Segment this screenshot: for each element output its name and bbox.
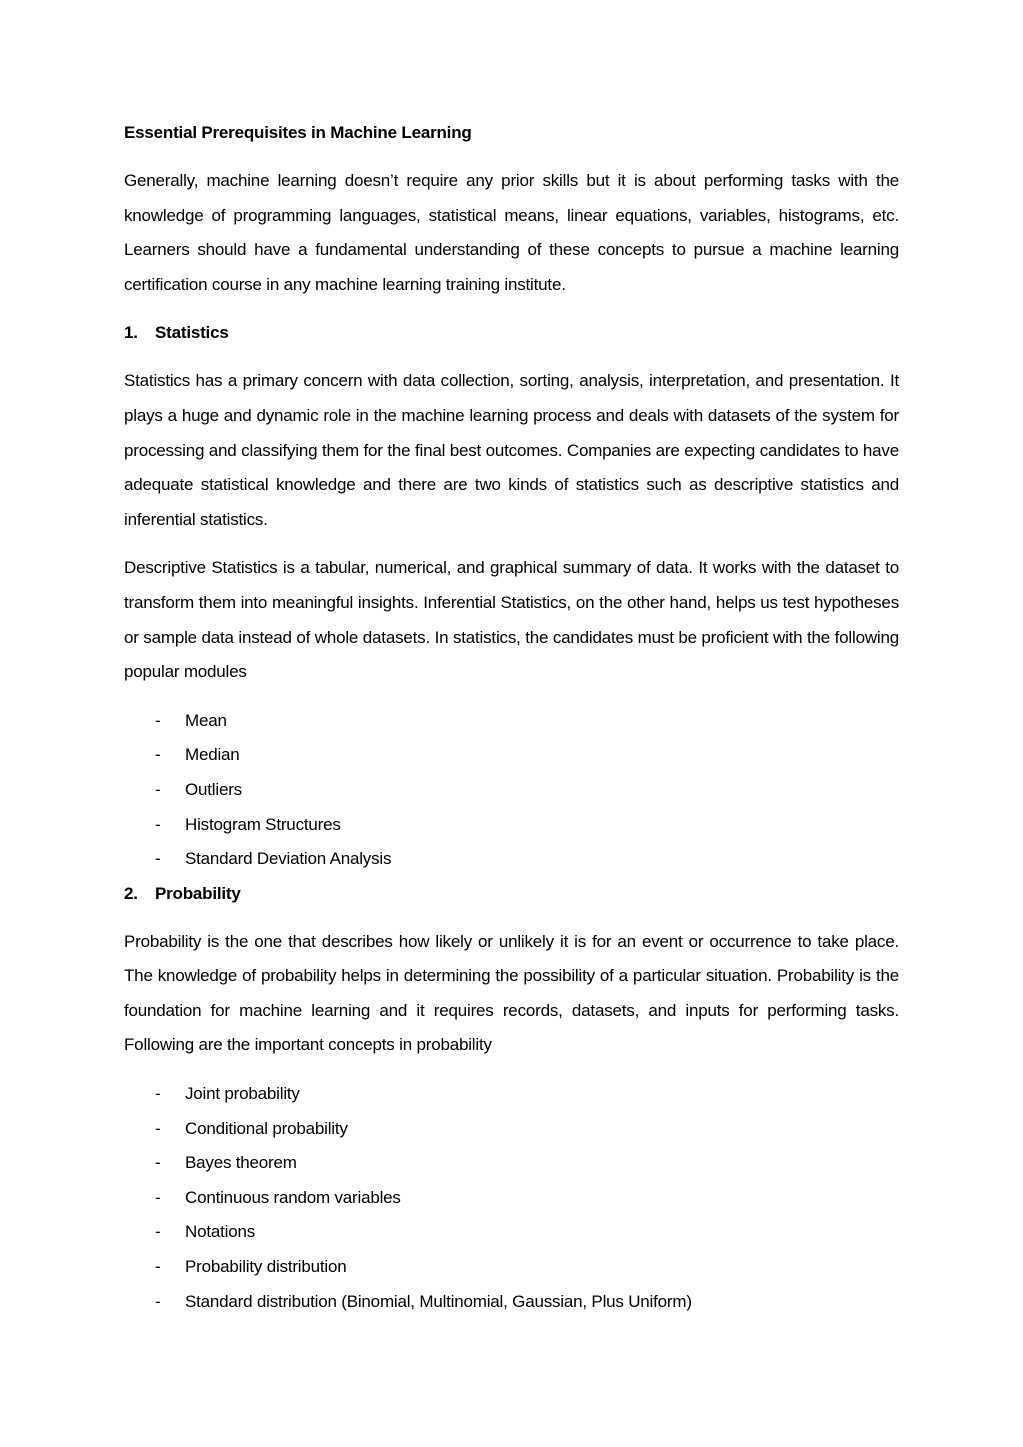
list-item-label: Mean (185, 710, 227, 730)
section-title: Statistics (155, 323, 229, 343)
list-item (124, 704, 899, 739)
bullet-dash: - (155, 1153, 161, 1173)
list-item-label: Notations (185, 1222, 256, 1242)
probability-concept-list (124, 1077, 899, 1319)
section-number: 2. (124, 883, 138, 903)
list-item-label: Probability distribution (185, 1257, 347, 1277)
statistics-paragraph-2: Descriptive Statistics is a tabular, numerical, and graphical summary of data. It works with the dataset to transform them into meaningful insights. Inferential Statistics, on the other hand, helps us test hypotheses or sample data instead of whole datasets. In statistics, the candidates must be proficient with the following popular modules (124, 558, 899, 682)
statistics-paragraph-1: Statistics has a primary concern with data collection, sorting, analysis, interpretation, and presentation. It plays a huge and dynamic role in the machine learning process and deals with datasets of the system for processing and classifying them for the final best outcomes. Companies are expecting candidates to have adequate statistical knowledge and there are two kinds of statistics such as descriptive statistics and inferential statistics. (124, 371, 899, 529)
list-item-label: Median (185, 745, 240, 765)
list-item (124, 738, 899, 773)
bullet-dash: - (155, 745, 161, 765)
section-heading-probability (124, 877, 899, 911)
bullet-dash: - (155, 814, 161, 834)
list-item (124, 1250, 899, 1285)
bullet-dash: - (155, 1222, 161, 1242)
list-item (124, 1112, 899, 1147)
list-item-label: Joint probability (185, 1084, 300, 1104)
list-item-label: Histogram Structures (185, 814, 341, 834)
bullet-dash: - (155, 1187, 161, 1207)
bullet-dash: - (155, 1084, 161, 1104)
list-item-label: Standard distribution (Binomial, Multinomial, Gaussian, Plus Uniform) (185, 1291, 692, 1311)
list-item (124, 773, 899, 808)
list-item (124, 1181, 899, 1216)
bullet-dash: - (155, 1291, 161, 1311)
section-title: Probability (155, 883, 241, 903)
list-item-label: Continuous random variables (185, 1187, 401, 1207)
list-item-label: Outliers (185, 779, 242, 799)
probability-paragraph-1: Probability is the one that describes how likely or unlikely it is for an event or occurrence to take place. The knowledge of probability helps in determining the possibility of a particular situation. Probability is the foundation for machine learning and it requires records, datasets, and inputs for performing tasks. Following are the important concepts in probability (124, 931, 899, 1055)
list-item-label: Bayes theorem (185, 1153, 297, 1173)
bullet-dash: - (155, 1257, 161, 1277)
document-page (124, 116, 899, 1319)
list-item-label: Standard Deviation Analysis (185, 849, 392, 869)
list-item (124, 808, 899, 843)
bullet-dash: - (155, 849, 161, 869)
list-item (124, 1215, 899, 1250)
list-item-label: Conditional probability (185, 1118, 348, 1138)
section-heading-statistics (124, 316, 899, 350)
bullet-dash: - (155, 779, 161, 799)
statistics-module-list (124, 704, 899, 877)
section-number: 1. (124, 323, 138, 343)
list-item (124, 1146, 899, 1181)
document-title: Essential Prerequisites in Machine Learning (124, 123, 472, 142)
bullet-dash: - (155, 710, 161, 730)
intro-paragraph: Generally, machine learning doesn’t require any prior skills but it is about performing tasks with the knowledge of programming languages, statistical means, linear equations, variables, histograms, etc. Learners should have a fundamental understanding of these concepts to pursue a machine learning certification course in any machine learning training institute. (124, 171, 899, 294)
list-item (124, 1077, 899, 1112)
list-item (124, 1285, 899, 1320)
list-item (124, 842, 899, 877)
bullet-dash: - (155, 1118, 161, 1138)
